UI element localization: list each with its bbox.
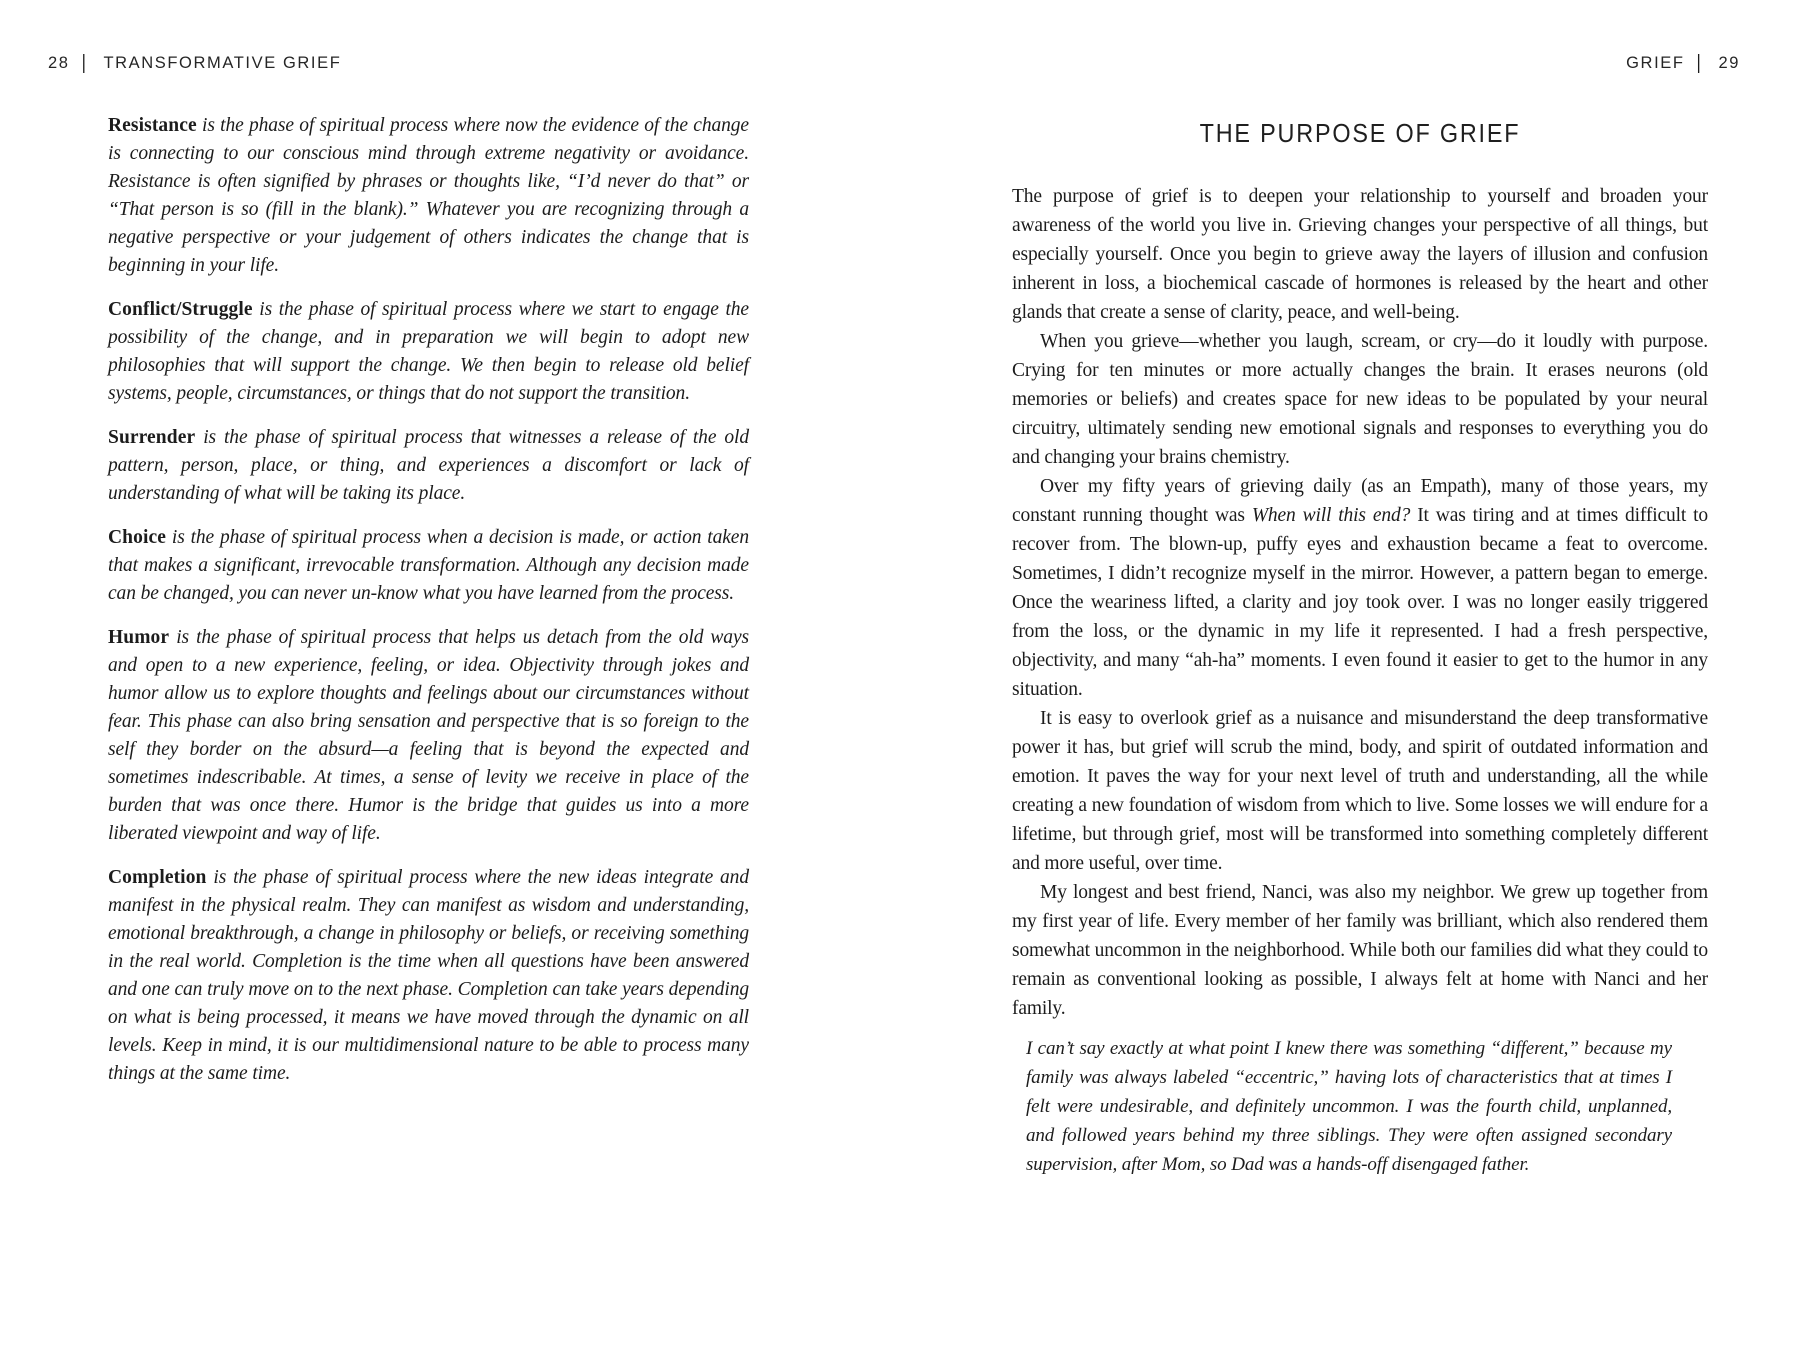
- body-paragraph: It is easy to overlook grief as a nuisance and misunderstand the deep transformative power it has, but grief will scrub the mind, body, and spirit of outdated information and emotion. It paves the way for your next level of truth and understanding, all the while creating a new foundation of wisdom from which to live. Some losses we will endure for a lifetime, but through grief, most will be transformed into something completely different and more useful, over time.: [1012, 708, 1708, 874]
- definition-paragraph: [108, 624, 749, 848]
- definition-term: Choice: [108, 527, 167, 548]
- definition-paragraph: [108, 296, 749, 408]
- right-page-text-column: [1012, 118, 1708, 1179]
- left-page-number: 28: [48, 54, 70, 72]
- right-running-title: GRIEF: [1626, 54, 1685, 72]
- body-paragraph: When you grieve—whether you laugh, scream, or cry—do it loudly with purpose. Crying for ten minutes or more actually changes the brain. It erases neurons (old memories or beliefs) and creates space for new ideas to be populated by your neural circuitry, ultimately sending new emotional signals and responses to everything you do and changing your brains chemistry.: [1012, 331, 1708, 468]
- definitions-list: [108, 112, 749, 1088]
- definition-body: is the phase of spiritual process that witnesses a release of the old pattern, person, place, or thing, and experiences a discomfort or lack of understanding of what will be taking its place.: [108, 427, 749, 504]
- right-running-head: [1626, 51, 1740, 75]
- definition-term: Conflict/Struggle: [108, 299, 253, 320]
- definition-term: Resistance: [108, 115, 197, 136]
- paragraphs-list: [1012, 182, 1708, 1023]
- right-page-number: 29: [1718, 54, 1740, 72]
- block-quote: I can’t say exactly at what point I knew there was something “different,” because my family was always labeled “eccentric,” having lots of characteristics that at times I felt were undesirable, and definitely uncommon. I was the fourth child, unplanned, and followed years behind my three siblings. They were often assigned secondary supervision, after Mom, so Dad was a hands-off disengaged father.: [1026, 1038, 1672, 1175]
- chapter-title: THE PURPOSE OF GRIEF: [1199, 118, 1521, 148]
- definition-paragraph: [108, 864, 749, 1088]
- definition-body: is the phase of spiritual process where we start to engage the possibility of the change, and in preparation we will begin to adopt new philosophies that will support the change. We then begin to release old belief systems, people, circumstances, or things that do not support the transition.: [108, 299, 749, 404]
- body-paragraph: My longest and best friend, Nanci, was also my neighbor. We grew up together from my first year of life. Every member of her family was brilliant, which also rendered them somewhat uncommon in the neighborhood. While both our families did what they could to remain as conventional looking as possible, I always felt at home with Nanci and her family.: [1012, 882, 1708, 1019]
- definition-body: is the phase of spiritual process where the new ideas integrate and manifest in the physical realm. They can manifest as wisdom and understanding, emotional breakthrough, a change in philosophy or beliefs, or receiving something in the real world. Completion is the time when all questions have been answered and one can truly move on to the next phase. Completion can take years depending on what is being processed, it means we have moved through the dynamic on all levels. Keep in mind, it is our multidimensional nature to be able to process many things at the same time.: [108, 867, 749, 1084]
- definition-term: Surrender: [108, 427, 196, 448]
- left-running-head: [48, 51, 342, 75]
- definition-body: is the phase of spiritual process that helps us detach from the old ways and open to a new experience, feeling, or idea. Objectivity through jokes and humor allow us to explore thoughts and feelings about our circumstances without fear. This phase can also bring sensation and perspective that is so foreign to the self they border on the absurd—a feeling that is beyond the expected and sometimes indescribable. At times, a sense of levity we receive in place of the burden that was once there. Humor is the bridge that guides us into a more liberated viewpoint and way of life.: [108, 627, 749, 844]
- left-running-title: TRANSFORMATIVE GRIEF: [103, 54, 342, 72]
- definition-paragraph: [108, 112, 749, 280]
- left-header-divider: |: [81, 51, 88, 75]
- definition-term: Completion: [108, 867, 207, 888]
- body-paragraph: The purpose of grief is to deepen your relationship to yourself and broaden your awareness of the world you live in. Grieving changes your perspective of all things, but especially yourself. Once you begin to grieve away the layers of illusion and confusion inherent in loss, a biochemical cascade of hormones is released by the heart and other glands that create a sense of clarity, peace, and well-being.: [1012, 186, 1708, 323]
- definition-body: is the phase of spiritual process when a decision is made, or action taken that makes a significant, irrevocable transformation. Although any decision made can be changed, you can never un-know what you have learned from the process.: [108, 527, 749, 604]
- body-paragraph: Over my fifty years of grieving daily (as an Empath), many of those years, my constant running thought was When will this end? It was tiring and at times difficult to recover from. The blown-up, puffy eyes and exhaustion became a feat to overcome. Sometimes, I didn’t recognize myself in the mirror. However, a pattern began to emerge. Once the weariness lifted, a clarity and joy took over. I was no longer easily triggered from the loss, or the dynamic in my life it represented. I had a fresh perspective, objectivity, and many “ah-ha” moments. I even found it easier to get to the humor in any situation.: [1012, 476, 1709, 700]
- definition-body: is the phase of spiritual process where now the evidence of the change is connecting to our conscious mind through extreme negativity or avoidance. Resistance is often signified by phrases or thoughts like, “I’d never do that” or “That person is so (fill in the blank).” Whatever you are recognizing through a negative perspective or your judgement of others indicates the change that is beginning in your life.: [108, 115, 749, 276]
- right-header-divider: |: [1696, 51, 1703, 75]
- definition-term: Humor: [108, 627, 170, 648]
- definition-paragraph: [108, 424, 749, 508]
- left-page-text-column: [108, 112, 749, 1104]
- definition-paragraph: [108, 524, 749, 608]
